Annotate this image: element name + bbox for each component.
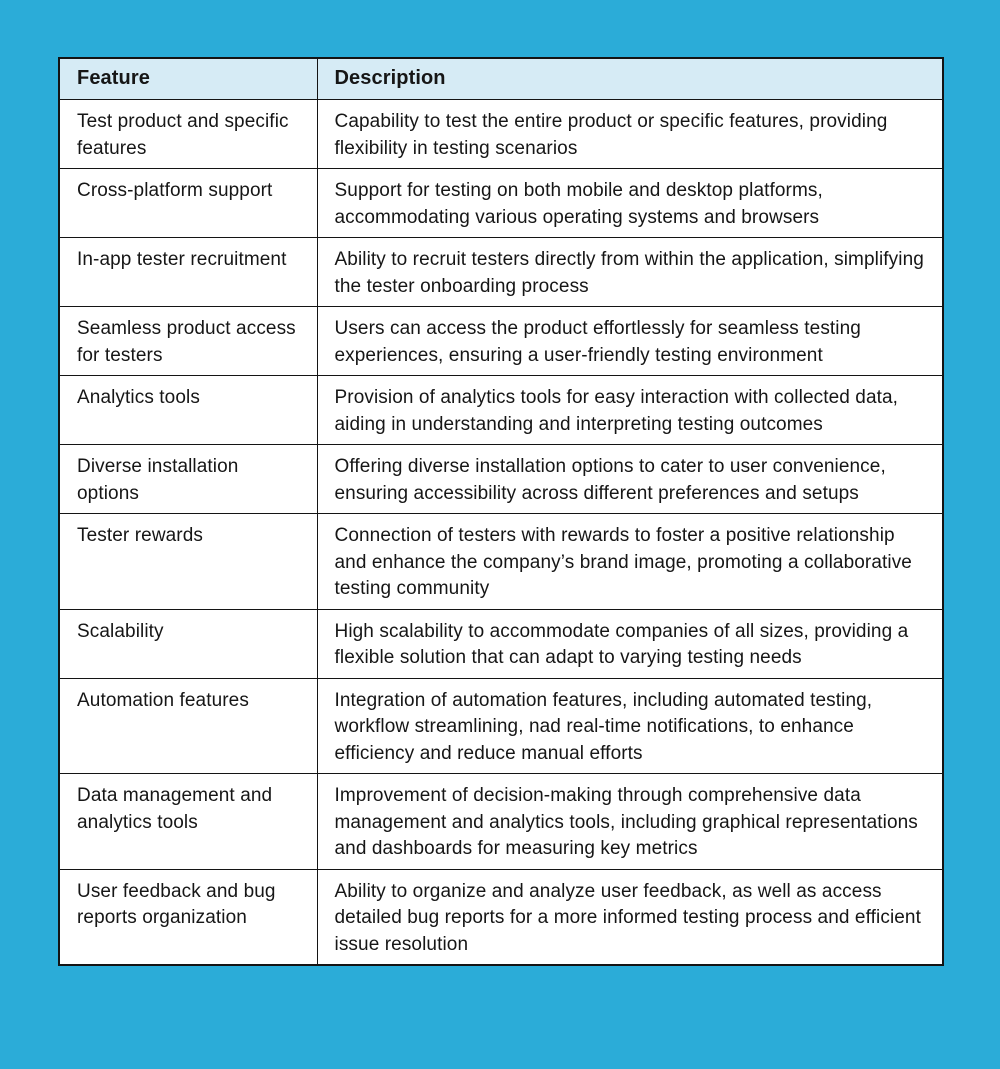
feature-cell: In-app tester recruitment (59, 238, 317, 307)
description-cell: Connection of testers with rewards to foster a positive relationship and enhance the company’s brand image, promoting a collaborative testing community (317, 514, 943, 610)
feature-cell: Analytics tools (59, 376, 317, 445)
description-cell: Offering diverse installation options to cater to user convenience, ensuring accessibility across different preferences and setups (317, 445, 943, 514)
description-cell: Provision of analytics tools for easy interaction with collected data, aiding in understanding and interpreting testing outcomes (317, 376, 943, 445)
feature-cell: Seamless product access for testers (59, 307, 317, 376)
description-cell: Support for testing on both mobile and desktop platforms, accommodating various operating systems and browsers (317, 169, 943, 238)
description-cell: Ability to recruit testers directly from within the application, simplifying the tester onboarding process (317, 238, 943, 307)
description-cell: Ability to organize and analyze user feedback, as well as access detailed bug reports for a more informed testing process and efficient issue resolution (317, 869, 943, 965)
description-cell: Integration of automation features, including automated testing, workflow streamlining, nad real-time notifications, to enhance efficiency and reduce manual efforts (317, 678, 943, 774)
feature-cell: Diverse installation options (59, 445, 317, 514)
feature-cell: User feedback and bug reports organization (59, 869, 317, 965)
description-cell: High scalability to accommodate companies of all sizes, providing a flexible solution that can adapt to varying testing needs (317, 609, 943, 678)
table-row (59, 514, 943, 610)
feature-cell: Cross-platform support (59, 169, 317, 238)
table-row (59, 238, 943, 307)
feature-column-header: Feature (59, 58, 317, 100)
table-row (59, 169, 943, 238)
table-header-row (59, 58, 943, 100)
description-cell: Capability to test the entire product or specific features, providing flexibility in testing scenarios (317, 100, 943, 169)
table-row (59, 774, 943, 870)
feature-cell: Test product and specific features (59, 100, 317, 169)
table-row (59, 100, 943, 169)
feature-cell: Tester rewards (59, 514, 317, 610)
feature-cell: Scalability (59, 609, 317, 678)
table-row (59, 678, 943, 774)
table-row (59, 307, 943, 376)
table-row (59, 445, 943, 514)
feature-cell: Automation features (59, 678, 317, 774)
table-row (59, 869, 943, 965)
table-row (59, 609, 943, 678)
table-body (59, 100, 943, 966)
description-cell: Users can access the product effortlessly for seamless testing experiences, ensuring a user-friendly testing environment (317, 307, 943, 376)
description-cell: Improvement of decision-making through comprehensive data management and analytics tools, including graphical representations and dashboards for measuring key metrics (317, 774, 943, 870)
table-row (59, 376, 943, 445)
description-column-header: Description (317, 58, 943, 100)
feature-cell: Data management and analytics tools (59, 774, 317, 870)
feature-comparison-table (58, 57, 944, 966)
